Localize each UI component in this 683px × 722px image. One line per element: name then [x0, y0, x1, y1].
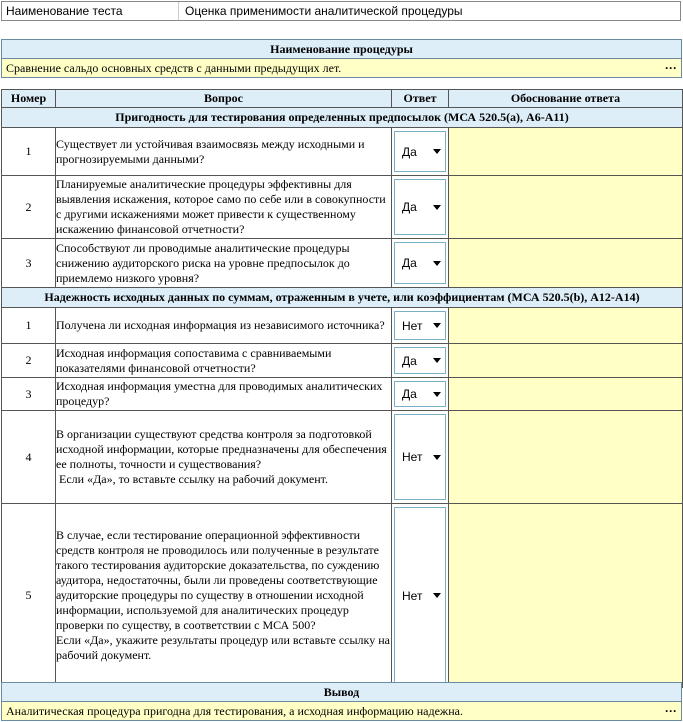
row-number: 3	[2, 239, 56, 288]
procedure-value: Сравнение сальдо основных средств с данными предыдущих лет.	[6, 61, 342, 75]
answer-select[interactable]	[394, 507, 446, 684]
row-number: 4	[2, 411, 56, 504]
question-text: Получена ли исходная информация из независимого источника?	[56, 318, 385, 332]
answer-value: Нет	[402, 318, 423, 333]
answer-cell	[392, 378, 449, 411]
answer-select[interactable]	[394, 347, 446, 374]
questions-table	[1, 89, 683, 688]
test-name-label: Наименование теста	[6, 4, 123, 18]
question-cell	[56, 411, 392, 504]
question-text: Исходная информация сопоставима с сравниваемыми показателями финансовой отчетности?	[56, 345, 332, 375]
justification-input[interactable]	[449, 504, 683, 688]
answer-select[interactable]	[394, 131, 446, 172]
conclusion-field[interactable]	[1, 702, 682, 721]
test-name-field[interactable]: Оценка применимости аналитической процедуры	[178, 2, 680, 20]
dropdown-arrow-icon[interactable]	[433, 392, 441, 397]
justification-input[interactable]	[449, 378, 683, 411]
question-text: В случае, если тестирование операционной эффективности средств контроля не проводилось или полученные в результате такого тестирования аудиторские доказательства, по суждению аудитора, недостаточны, были ли проведены соответствующие аудиторские процедуры по существу в отношении исходной информации, используемой для аналитических процедур проверки по существу, в соответствии с МСА 500?	[56, 528, 380, 632]
table-row	[2, 308, 683, 344]
answer-value: Да	[402, 353, 417, 368]
question-text: В организации существуют средства контроля за подготовкой исходной информации, которые предназначены для обеспечения ее полноты, точности и существования?	[56, 427, 387, 471]
test-name-row	[1, 1, 681, 21]
answer-value: Да	[402, 144, 417, 159]
group-title: Пригодность для тестирования определенных предпосылок (МСА 520.5(a), A6-A11)	[2, 108, 683, 128]
question-note: Если «Да», то вставьте ссылку на рабочий документ.	[56, 472, 328, 486]
answer-select[interactable]	[394, 242, 446, 284]
conclusion-header: Вывод	[1, 682, 682, 702]
question-cell	[56, 504, 392, 688]
table-row	[2, 411, 683, 504]
row-number: 2	[2, 176, 56, 239]
dropdown-arrow-icon[interactable]	[433, 455, 441, 460]
dropdown-arrow-icon[interactable]	[433, 358, 441, 363]
justification-input[interactable]	[449, 128, 683, 176]
answer-select[interactable]	[394, 414, 446, 500]
question-note: Если «Да», укажите результаты процедур или вставьте ссылку на рабочий документ.	[56, 633, 393, 662]
procedure-more-button[interactable]: ···	[665, 61, 677, 75]
dropdown-arrow-icon[interactable]	[433, 149, 441, 154]
table-row	[2, 128, 683, 176]
dropdown-arrow-icon[interactable]	[433, 323, 441, 328]
column-header-justification: Обоснование ответа	[449, 90, 683, 108]
answer-value: Да	[402, 256, 417, 270]
dropdown-arrow-icon[interactable]	[433, 205, 441, 210]
table-row	[2, 344, 683, 378]
table-row	[2, 176, 683, 239]
answer-value: Нет	[402, 588, 423, 603]
conclusion-more-button[interactable]: ···	[665, 704, 677, 718]
answer-cell	[392, 176, 449, 239]
answer-value: Да	[402, 200, 417, 214]
column-header-answer: Ответ	[392, 90, 449, 108]
justification-input[interactable]	[449, 239, 683, 288]
answer-select[interactable]	[394, 311, 446, 340]
row-number: 3	[2, 378, 56, 411]
answer-select[interactable]	[394, 381, 446, 407]
justification-input[interactable]	[449, 308, 683, 344]
answer-cell	[392, 239, 449, 288]
question-text: Исходная информация уместна для проводимых аналитических процедур?	[56, 379, 383, 408]
justification-input[interactable]	[449, 176, 683, 239]
conclusion-value: Аналитическая процедура пригодна для тестирования, а исходная информацию надежна.	[6, 704, 463, 718]
row-number: 5	[2, 504, 56, 688]
dropdown-arrow-icon[interactable]	[433, 593, 441, 598]
answer-select[interactable]	[394, 179, 446, 235]
answer-cell	[392, 128, 449, 176]
procedure-header: Наименование процедуры	[1, 39, 682, 59]
column-header-question: Вопрос	[56, 90, 392, 108]
justification-input[interactable]	[449, 344, 683, 378]
answer-cell	[392, 308, 449, 344]
question-cell	[56, 378, 392, 411]
question-cell	[56, 344, 392, 378]
justification-input[interactable]	[449, 411, 683, 504]
table-row	[2, 378, 683, 411]
group-header-row	[2, 108, 683, 128]
question-cell	[56, 176, 392, 239]
question-text: Способствуют ли проводимые аналитические процедуры снижению аудиторского риска на уровне предпосылок до приемлемо низкого уровня?	[56, 240, 350, 285]
question-text: Планируемые аналитические процедуры эффективны для выявления искажения, которое само по себе или в совокупности с другими искажениями может привести к существенному искажению финансовой отчетности?	[56, 177, 386, 236]
answer-value: Нет	[402, 450, 423, 464]
answer-value: Да	[402, 387, 417, 401]
group-title: Надежность исходных данных по суммам, отраженным в учете, или коэффициентам (МСА 520.5(b), A12-A14)	[2, 288, 683, 308]
table-row	[2, 504, 683, 688]
dropdown-arrow-icon[interactable]	[433, 261, 441, 266]
group-header-row	[2, 288, 683, 308]
answer-cell	[392, 504, 449, 688]
row-number: 1	[2, 128, 56, 176]
table-row	[2, 239, 683, 288]
procedure-field[interactable]	[1, 59, 682, 78]
table-header-row	[2, 90, 683, 108]
row-number: 2	[2, 344, 56, 378]
question-cell	[56, 239, 392, 288]
row-number: 1	[2, 308, 56, 344]
column-header-number: Номер	[2, 90, 56, 108]
answer-cell	[392, 344, 449, 378]
question-cell	[56, 128, 392, 176]
question-text: Существует ли устойчивая взаимосвязь между исходными и прогнозируемыми данными?	[56, 136, 365, 166]
question-cell	[56, 308, 392, 344]
answer-cell	[392, 411, 449, 504]
